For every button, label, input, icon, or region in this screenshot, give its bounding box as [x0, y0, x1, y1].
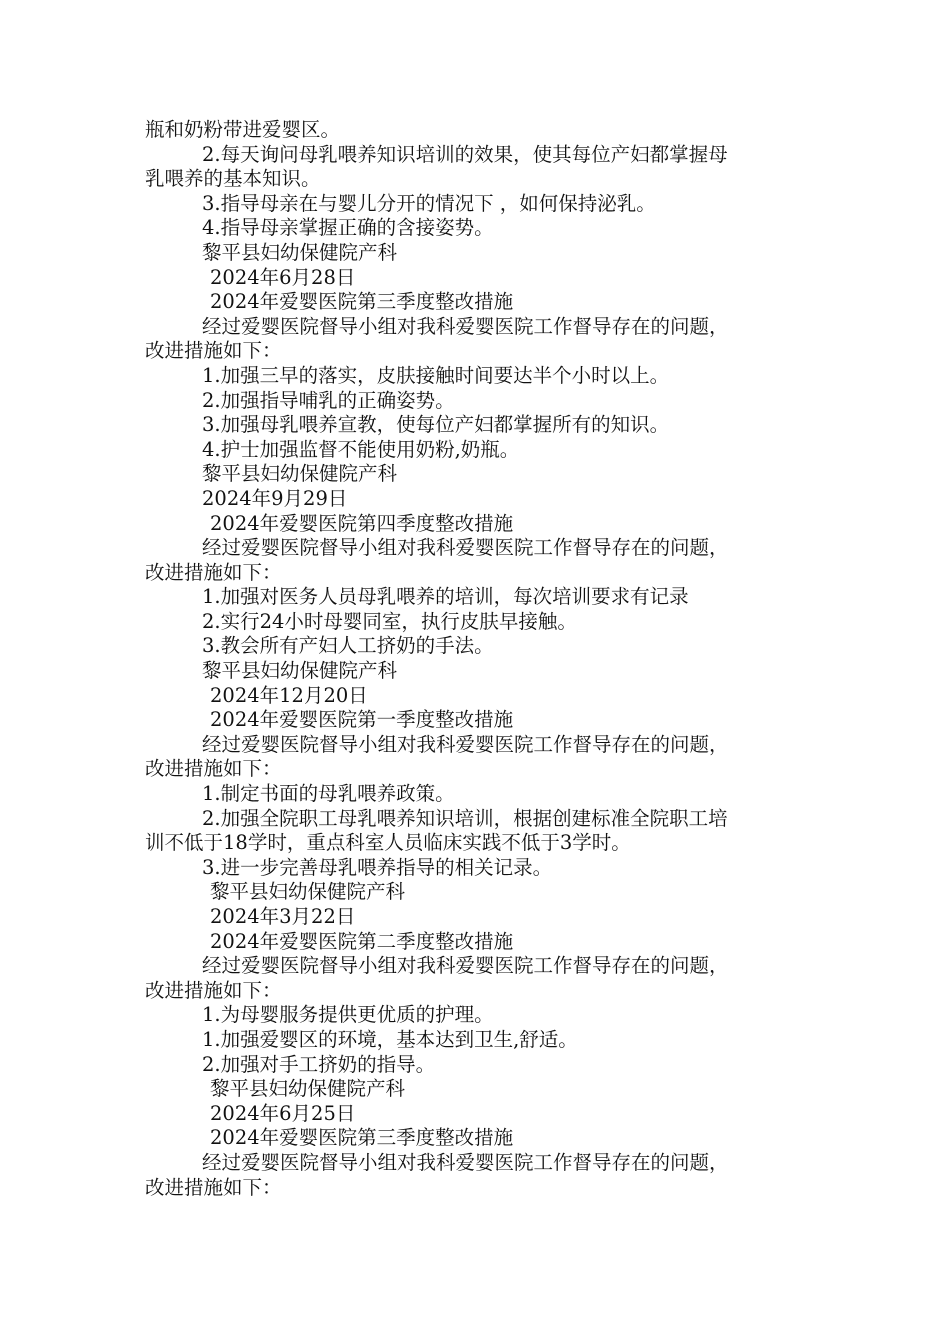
list-item: 1.为母婴服务提供更优质的护理。 — [202, 1003, 494, 1027]
list-item: 1.加强对医务人员母乳喂养的培训，每次培训要求有记录 — [202, 585, 689, 609]
text-line: 改进措施如下： — [145, 1175, 282, 1199]
signature-department: 黎平县妇幼保健院产科 — [210, 1077, 406, 1101]
list-item: 2.加强全院职工母乳喂养知识培训，根据创建标准全院职工培 — [202, 806, 728, 830]
signature-department: 黎平县妇幼保健院产科 — [202, 240, 398, 264]
list-item: 3.教会所有产妇人工挤奶的手法。 — [202, 634, 494, 658]
text-line: 瓶和奶粉带进爱婴区。 — [145, 118, 341, 141]
text-line: 改进措施如下： — [145, 339, 282, 363]
text-line: 经过爱婴医院督导小组对我科爱婴医院工作督导存在的问题， — [202, 314, 729, 338]
signature-department: 黎平县妇幼保健院产科 — [210, 880, 406, 904]
signature-department: 黎平县妇幼保健院产科 — [202, 462, 398, 486]
text-line: 2.每天询问母乳喂养知识培训的效果，使其每位产妇都掌握母 — [202, 142, 728, 166]
text-line: 改进措施如下： — [145, 757, 282, 781]
section-heading: 2024年爱婴医院第一季度整改措施 — [210, 708, 514, 732]
signature-date: 2024年6月25日 — [210, 1101, 356, 1125]
list-item: 2.加强对手工挤奶的指导。 — [202, 1052, 436, 1076]
list-item: 1.加强三早的落实，皮肤接触时间要达半个小时以上。 — [202, 363, 670, 387]
section-heading: 2024年爱婴医院第三季度整改措施 — [210, 290, 514, 314]
text-line: 改进措施如下： — [145, 978, 282, 1002]
list-item: 1.制定书面的母乳喂养政策。 — [202, 782, 455, 806]
text-line: 3.指导母亲在与婴儿分开的情况下 ，如何保持泌乳。 — [202, 191, 656, 215]
section-heading: 2024年爱婴医院第三季度整改措施 — [210, 1126, 514, 1150]
text-line: 经过爱婴医院督导小组对我科爱婴医院工作督导存在的问题， — [202, 732, 729, 756]
list-item: 1.加强爱婴区的环境，基本达到卫生,舒适。 — [202, 1027, 578, 1051]
signature-date: 2024年9月29日 — [202, 486, 348, 510]
signature-department: 黎平县妇幼保健院产科 — [202, 659, 398, 683]
document-body — [145, 118, 805, 1200]
list-item: 3.进一步完善母乳喂养指导的相关记录。 — [202, 855, 553, 879]
list-item: 4.护士加强监督不能使用奶粉,奶瓶。 — [202, 437, 520, 461]
list-item: 2.实行24小时母婴同室，执行皮肤早接触。 — [202, 609, 577, 633]
text-line: 经过爱婴医院督导小组对我科爱婴医院工作督导存在的问题， — [202, 954, 729, 978]
section-heading: 2024年爱婴医院第四季度整改措施 — [210, 511, 514, 535]
signature-date: 2024年3月22日 — [210, 905, 356, 928]
text-line: 改进措施如下： — [145, 560, 282, 584]
text-line: 经过爱婴医院督导小组对我科爱婴医院工作督导存在的问题， — [202, 536, 729, 560]
list-item: 2.加强指导哺乳的正确姿势。 — [202, 388, 455, 412]
text-line: 经过爱婴医院督导小组对我科爱婴医院工作督导存在的问题， — [202, 1150, 729, 1174]
list-item: 3.加强母乳喂养宣教，使每位产妇都掌握所有的知识。 — [202, 413, 670, 437]
signature-date: 2024年6月28日 — [210, 265, 356, 289]
signature-date: 2024年12月20日 — [210, 683, 368, 707]
text-line: 4.指导母亲掌握正确的含接姿势。 — [202, 216, 494, 240]
text-line: 乳喂养的基本知识。 — [145, 167, 321, 191]
section-heading: 2024年爱婴医院第二季度整改措施 — [210, 929, 514, 953]
text-line: 训不低于18学时，重点科室人员临床实践不低于3学时。 — [145, 831, 631, 855]
